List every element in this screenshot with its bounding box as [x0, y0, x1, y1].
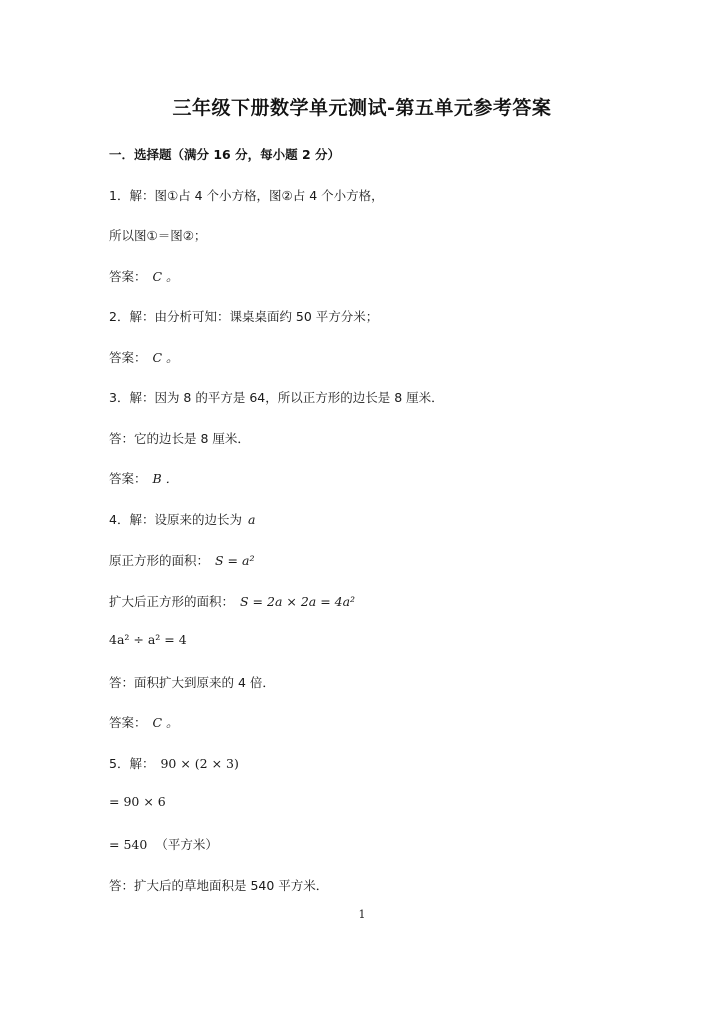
answer-line: [109, 876, 328, 894]
line-text: 答：面积扩大到原来的 4 倍．: [109, 675, 275, 690]
math-expression: C 。: [152, 715, 179, 730]
page-title: 三年级下册数学单元测试-第五单元参考答案: [172, 97, 552, 119]
answer-line: [109, 835, 218, 853]
line-text: 1．解：图①占 4 个小方格，图②占 4 个小方格，: [109, 188, 384, 203]
answer-line: [109, 348, 179, 366]
answer-line: [109, 429, 250, 447]
math-expression: B ．: [152, 471, 179, 486]
line-text: 2．解：由分析可知：课桌桌面约 50 平方分米；: [109, 309, 379, 324]
answer-line: [109, 794, 166, 809]
answer-line: [109, 632, 187, 647]
answer-line: [109, 388, 444, 406]
math-expression: 90 × (2 × 3): [160, 756, 239, 771]
answer-line: [109, 754, 239, 772]
math-expression: 4a² ÷ a² = 4: [109, 632, 187, 647]
line-text: 答：它的边长是 8 厘米．: [109, 431, 250, 446]
line-text: 3．解：因为 8 的平方是 64，所以正方形的边长是 8 厘米．: [109, 390, 444, 405]
math-expression: S = a²: [215, 553, 255, 568]
math-expression: S = 2a × 2a = 4a²: [240, 594, 356, 609]
section-heading: 一．选择题（满分 16 分，每小题 2 分）: [109, 147, 341, 162]
line-text: 4．解：设原来的边长为: [109, 512, 242, 527]
line-text: 答：扩大后的草地面积是 540 平方米．: [109, 878, 329, 893]
page-number: 1: [358, 908, 366, 921]
answer-line: [109, 551, 254, 569]
unit-text: （平方米）: [155, 837, 218, 852]
answer-line: [109, 307, 378, 325]
line-text: 原正方形的面积：: [109, 553, 210, 568]
math-expression: a: [247, 512, 256, 527]
math-expression: C 。: [152, 269, 179, 284]
answer-line: [109, 226, 206, 244]
math-expression: C 。: [152, 350, 179, 365]
answer-line: [109, 267, 179, 285]
math-expression: = 90 × 6: [109, 794, 166, 809]
line-text: 5．解：: [109, 756, 155, 771]
math-expression: = 540: [109, 837, 148, 852]
line-text: 扩大后正方形的面积：: [109, 594, 235, 609]
line-text: 答案：: [109, 715, 147, 730]
line-text: 所以图①＝图②；: [109, 228, 207, 243]
answer-line: [109, 469, 178, 487]
answer-line: [109, 713, 179, 731]
answer-line: [109, 510, 255, 528]
answer-line: [109, 673, 275, 691]
answer-line: [109, 186, 384, 204]
answer-line: [109, 592, 355, 610]
line-text: 答案：: [109, 269, 147, 284]
line-text: 答案：: [109, 350, 147, 365]
line-text: 答案：: [109, 471, 147, 486]
